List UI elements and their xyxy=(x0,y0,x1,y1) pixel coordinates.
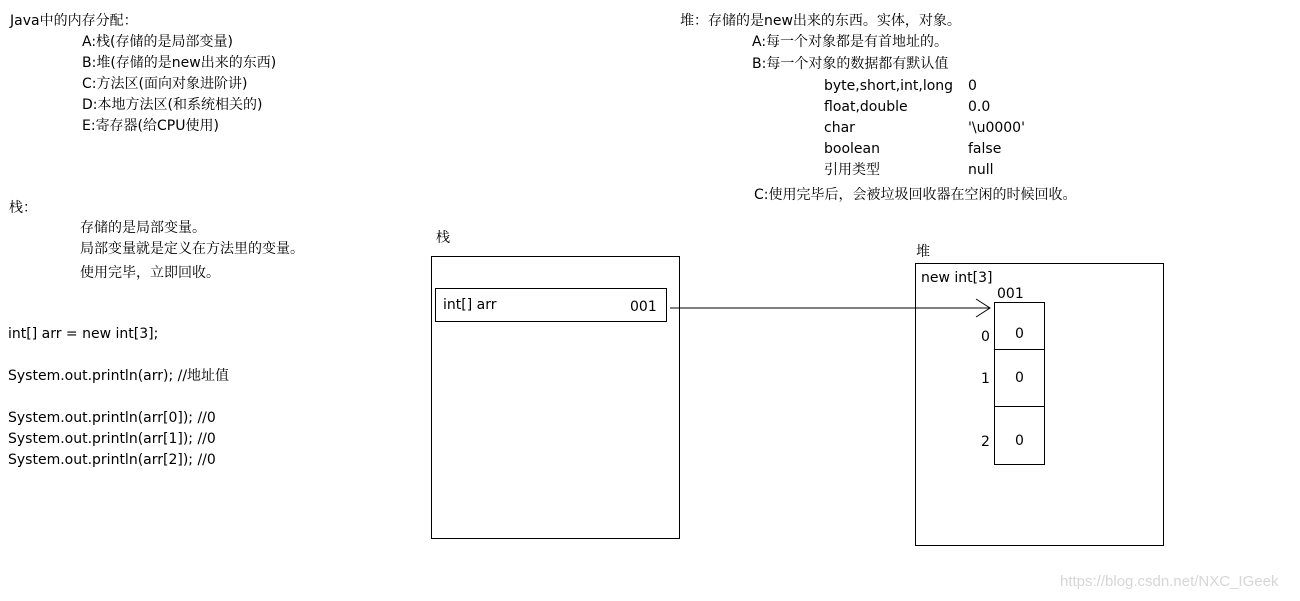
array-index: 2 xyxy=(981,434,990,450)
variable-value: 001 xyxy=(630,299,657,315)
array-value: 0 xyxy=(1015,326,1024,342)
heap-note-a: A:每一个对象都是有首地址的。 xyxy=(752,34,949,50)
variable-name: int[] arr xyxy=(443,297,497,313)
stack-notes-title: 栈： xyxy=(9,200,37,216)
array-block xyxy=(994,302,1045,465)
array-value: 0 xyxy=(1015,370,1024,386)
memory-item-e: E:寄存器(给CPU使用) xyxy=(82,118,219,134)
default-type: char xyxy=(824,120,855,136)
heap-label: 堆 xyxy=(916,244,930,260)
cell-divider xyxy=(995,349,1044,350)
code-line-3: System.out.println(arr[0]); //0 xyxy=(8,410,216,426)
heap-object-label: new int[3] xyxy=(921,270,993,286)
default-value: '\u0000' xyxy=(968,120,1025,136)
default-value: 0.0 xyxy=(968,99,991,115)
default-value: null xyxy=(968,162,994,178)
code-line-1: int[] arr = new int[3]; xyxy=(8,326,159,342)
array-index: 0 xyxy=(981,329,990,345)
array-value: 0 xyxy=(1015,433,1024,449)
default-type: float,double xyxy=(824,99,908,115)
heap-notes-title: 堆：存储的是new出来的东西。实体，对象。 xyxy=(680,13,961,29)
default-value: false xyxy=(968,141,1002,157)
heap-note-b: B:每一个对象的数据都有默认值 xyxy=(752,56,949,72)
memory-item-c: C:方法区(面向对象进阶讲) xyxy=(82,76,248,92)
stack-note-3: 使用完毕，立即回收。 xyxy=(80,265,220,281)
memory-title: Java中的内存分配： xyxy=(10,13,138,29)
default-type: byte,short,int,long xyxy=(824,78,954,94)
stack-note-1: 存储的是局部变量。 xyxy=(80,220,206,236)
watermark: https://blog.csdn.net/NXC_IGeek xyxy=(1060,573,1279,590)
stack-note-2: 局部变量就是定义在方法里的变量。 xyxy=(80,241,304,257)
default-type: boolean xyxy=(824,141,880,157)
array-address: 001 xyxy=(997,286,1024,302)
memory-item-d: D:本地方法区(和系统相关的) xyxy=(82,97,263,113)
heap-note-c: C:使用完毕后，会被垃圾回收器在空闲的时候回收。 xyxy=(754,187,1077,203)
code-line-5: System.out.println(arr[2]); //0 xyxy=(8,452,216,468)
stack-label: 栈 xyxy=(436,230,450,246)
array-index: 1 xyxy=(981,371,990,387)
memory-item-a: A:栈(存储的是局部变量) xyxy=(82,34,233,50)
default-type: 引用类型 xyxy=(824,162,880,178)
default-value: 0 xyxy=(968,78,977,94)
cell-divider xyxy=(995,406,1044,407)
code-line-4: System.out.println(arr[1]); //0 xyxy=(8,431,216,447)
code-line-2: System.out.println(arr); //地址值 xyxy=(8,368,230,384)
memory-item-b: B:堆(存储的是new出来的东西) xyxy=(82,55,277,71)
